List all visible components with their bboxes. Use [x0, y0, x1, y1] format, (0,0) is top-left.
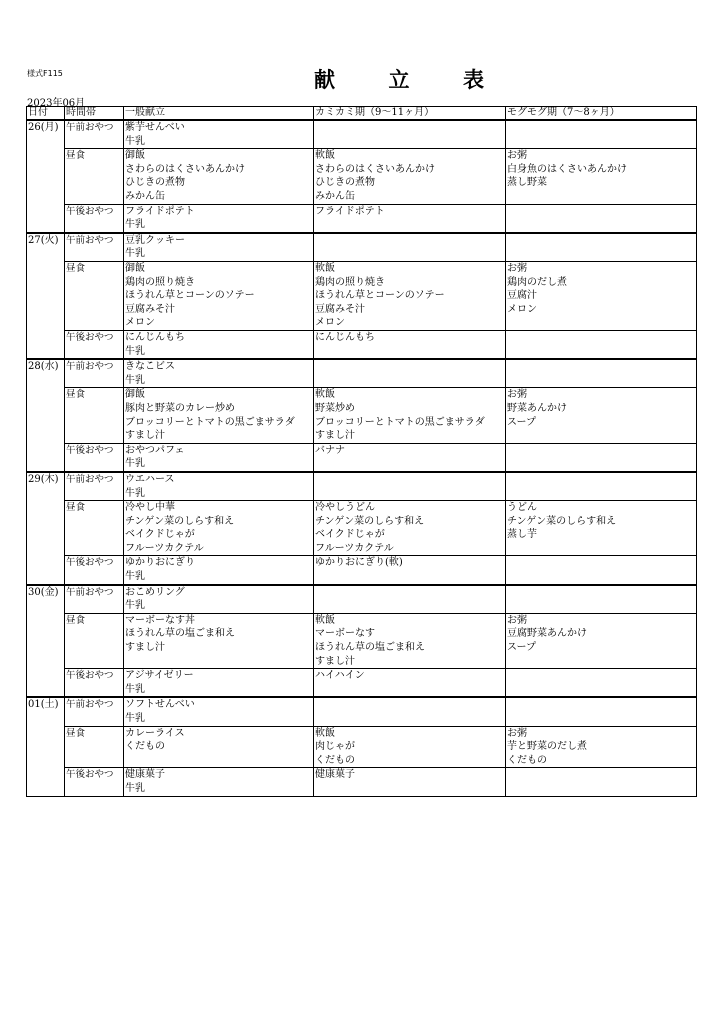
- menu-item: すまし汁: [315, 655, 355, 667]
- menu-item: ソフトせんべい: [125, 699, 195, 711]
- year-month: 2023年06月: [27, 98, 86, 109]
- menu-item: 冷やし中華: [125, 502, 175, 514]
- menu-item: 鶏肉の照り焼き: [125, 276, 195, 288]
- menu-item: 軟飯: [315, 389, 335, 401]
- menu-item: メロン: [315, 317, 345, 329]
- menu-item: 牛乳: [125, 374, 145, 386]
- header-date: 日付: [27, 107, 65, 121]
- menu-item: 紫芋せんべい: [125, 122, 185, 133]
- time-slot-cell: 昼食: [65, 726, 124, 768]
- kamikami-menu-cell: [314, 669, 506, 698]
- time-slot-cell: 午後おやつ: [65, 556, 124, 585]
- table-row: [27, 768, 697, 796]
- menu-item: 豆乳クッキー: [125, 234, 185, 246]
- menu-item: チンゲン菜のしらす和え: [125, 515, 235, 527]
- header-time: 時間帯: [65, 107, 124, 121]
- general-menu-cell: [124, 697, 314, 726]
- general-menu-cell: [124, 388, 314, 443]
- menu-item: 健康菓子: [315, 769, 355, 781]
- date-cell: 28(水): [27, 359, 65, 472]
- mogumogu-menu-cell: [506, 443, 697, 472]
- menu-item: すまし汁: [125, 642, 165, 654]
- kamikami-menu-cell: [314, 120, 506, 149]
- time-slot-cell: 午前おやつ: [65, 472, 124, 501]
- mogumogu-menu-cell: [506, 697, 697, 726]
- table-row: [27, 149, 697, 204]
- mogumogu-menu-cell: [506, 261, 697, 330]
- time-slot-cell: 午前おやつ: [65, 359, 124, 388]
- menu-item: 牛乳: [125, 458, 145, 470]
- title-char: 献: [314, 68, 335, 92]
- kamikami-menu-cell: [314, 359, 506, 388]
- mogumogu-menu-cell: [506, 233, 697, 262]
- general-menu-cell: [124, 359, 314, 388]
- table-row: [27, 330, 697, 359]
- date-cell: 30(金): [27, 585, 65, 698]
- menu-item: ゆかりおにぎり: [125, 557, 195, 569]
- menu-item: 牛乳: [125, 135, 145, 147]
- kamikami-menu-cell: [314, 768, 506, 796]
- general-menu-cell: [124, 443, 314, 472]
- menu-item: ベイクドじゃが: [125, 529, 195, 541]
- general-menu-cell: [124, 613, 314, 668]
- menu-item: 豆腐汁: [507, 290, 537, 302]
- general-menu-cell: [124, 585, 314, 614]
- general-menu-cell: [124, 472, 314, 501]
- table-row: [27, 261, 697, 330]
- header-kamikami: カミカミ期（9〜11ヶ月）: [314, 107, 506, 121]
- mogumogu-menu-cell: [506, 149, 697, 204]
- table-row: [27, 697, 697, 726]
- menu-item: うどん: [507, 502, 537, 514]
- menu-item: ほうれん草の塩ごま和え: [125, 628, 235, 640]
- menu-item: みかん缶: [125, 190, 165, 202]
- menu-item: さわらのはくさいあんかけ: [125, 163, 245, 175]
- menu-item: すまし汁: [125, 430, 165, 442]
- menu-item: 豆腐みそ汁: [315, 303, 365, 315]
- table-row: [27, 585, 697, 614]
- time-slot-cell: 午前おやつ: [65, 120, 124, 149]
- mogumogu-menu-cell: [506, 204, 697, 233]
- menu-item: ほうれん草とコーンのソテー: [125, 290, 255, 302]
- general-menu-cell: [124, 149, 314, 204]
- menu-item: ゆかりおにぎり(軟): [315, 557, 403, 569]
- menu-item: みかん缶: [315, 190, 355, 202]
- date-cell: 01(土): [27, 697, 65, 796]
- table-row: [27, 359, 697, 388]
- menu-item: ハイハイン: [315, 670, 365, 682]
- mogumogu-menu-cell: [506, 669, 697, 698]
- general-menu-cell: [124, 726, 314, 768]
- time-slot-cell: 午後おやつ: [65, 330, 124, 359]
- kamikami-menu-cell: [314, 233, 506, 262]
- menu-item: 軟飯: [315, 727, 335, 739]
- menu-item: ウエハース: [125, 473, 175, 485]
- time-slot-cell: 昼食: [65, 149, 124, 204]
- general-menu-cell: [124, 669, 314, 698]
- kamikami-menu-cell: [314, 261, 506, 330]
- menu-item: フライドポテト: [315, 205, 385, 217]
- time-slot-cell: 午前おやつ: [65, 585, 124, 614]
- time-slot-cell: 午後おやつ: [65, 204, 124, 233]
- menu-item: おこめリング: [125, 586, 185, 598]
- menu-item: くだもの: [507, 754, 547, 766]
- title-char: 立: [388, 68, 410, 92]
- general-menu-cell: [124, 768, 314, 796]
- general-menu-cell: [124, 501, 314, 556]
- menu-item: 牛乳: [125, 783, 145, 795]
- table-row: [27, 388, 697, 443]
- menu-item: 蒸し芋: [507, 529, 537, 541]
- menu-item: にんじんもち: [315, 331, 375, 343]
- kamikami-menu-cell: [314, 388, 506, 443]
- table-row: [27, 120, 697, 149]
- menu-item: メロン: [507, 303, 537, 315]
- menu-item: 野菜炒め: [315, 402, 355, 414]
- menu-item: ひじきの煮物: [315, 177, 375, 189]
- time-slot-cell: 昼食: [65, 261, 124, 330]
- page-title: [314, 64, 484, 94]
- menu-item: ベイクドじゃが: [315, 529, 385, 541]
- table-row: [27, 613, 697, 668]
- menu-item: お粥: [507, 262, 527, 274]
- menu-item: フルーツカクテル: [125, 542, 204, 554]
- menu-item: お粥: [507, 389, 527, 401]
- menu-item: 健康菓子: [125, 769, 165, 781]
- mogumogu-menu-cell: [506, 501, 697, 556]
- general-menu-cell: [124, 330, 314, 359]
- menu-item: スープ: [507, 416, 536, 428]
- menu-item: 牛乳: [125, 345, 145, 357]
- menu-item: ひじきの煮物: [125, 177, 185, 189]
- header-row: [27, 107, 697, 121]
- table-row: [27, 501, 697, 556]
- menu-item: 牛乳: [125, 248, 145, 260]
- mogumogu-menu-cell: [506, 768, 697, 796]
- time-slot-cell: 午前おやつ: [65, 233, 124, 262]
- kamikami-menu-cell: [314, 443, 506, 472]
- menu-item: アジサイゼリー: [125, 670, 194, 682]
- mogumogu-menu-cell: [506, 726, 697, 768]
- table-row: [27, 556, 697, 585]
- menu-item: 肉じゃが: [315, 741, 355, 753]
- menu-item: 御飯: [125, 389, 145, 401]
- menu-item: 牛乳: [125, 487, 145, 499]
- menu-item: お粥: [507, 727, 527, 739]
- menu-item: おやつパフェ: [125, 444, 185, 456]
- time-slot-cell: 昼食: [65, 388, 124, 443]
- menu-item: お粥: [507, 614, 527, 626]
- mogumogu-menu-cell: [506, 120, 697, 149]
- menu-item: きなこビス: [125, 361, 175, 373]
- menu-item: メロン: [125, 317, 155, 329]
- menu-item: ほうれん草の塩ごま和え: [315, 642, 425, 654]
- kamikami-menu-cell: [314, 501, 506, 556]
- mogumogu-menu-cell: [506, 556, 697, 585]
- menu-item: 軟飯: [315, 150, 335, 162]
- menu-item: 冷やしうどん: [315, 502, 375, 514]
- time-slot-cell: 午前おやつ: [65, 697, 124, 726]
- mogumogu-menu-cell: [506, 359, 697, 388]
- kamikami-menu-cell: [314, 149, 506, 204]
- kamikami-menu-cell: [314, 585, 506, 614]
- form-id: 様式F115: [27, 69, 63, 78]
- menu-item: ブロッコリーとトマトの黒ごまサラダ: [125, 416, 295, 428]
- mogumogu-menu-cell: [506, 472, 697, 501]
- menu-item: 御飯: [125, 150, 145, 162]
- time-slot-cell: 昼食: [65, 501, 124, 556]
- menu-item: 牛乳: [125, 219, 145, 231]
- menu-item: 牛乳: [125, 571, 145, 583]
- menu-item: 豆腐みそ汁: [125, 303, 175, 315]
- menu-item: お粥: [507, 150, 527, 162]
- date-cell: 29(木): [27, 472, 65, 585]
- menu-item: 軟飯: [315, 614, 335, 626]
- general-menu-cell: [124, 204, 314, 233]
- kamikami-menu-cell: [314, 697, 506, 726]
- general-menu-cell: [124, 556, 314, 585]
- menu-item: チンゲン菜のしらす和え: [507, 515, 617, 527]
- kamikami-menu-cell: [314, 613, 506, 668]
- menu-item: 軟飯: [315, 262, 335, 274]
- menu-item: 牛乳: [125, 600, 145, 612]
- menu-item: ブロッコリーとトマトの黒ごまサラダ: [315, 416, 485, 428]
- menu-item: 白身魚のはくさいあんかけ: [507, 163, 627, 175]
- menu-item: 豚肉と野菜のカレー炒め: [125, 402, 235, 414]
- general-menu-cell: [124, 120, 314, 149]
- menu-item: フルーツカクテル: [315, 542, 394, 554]
- menu-item: 蒸し野菜: [507, 177, 547, 189]
- menu-item: 鶏肉の照り焼き: [315, 276, 385, 288]
- menu-item: マーボーなす: [315, 628, 375, 640]
- time-slot-cell: 午後おやつ: [65, 443, 124, 472]
- table-row: [27, 204, 697, 233]
- general-menu-cell: [124, 261, 314, 330]
- menu-item: 芋と野菜のだし煮: [507, 741, 587, 753]
- table-row: [27, 233, 697, 262]
- header-mogumogu: モグモグ期（7〜8ヶ月）: [506, 107, 697, 121]
- menu-item: 豆腐野菜あんかけ: [507, 628, 587, 640]
- general-menu-cell: [124, 233, 314, 262]
- table-row: [27, 669, 697, 698]
- time-slot-cell: 午後おやつ: [65, 768, 124, 796]
- menu-item: 鶏肉のだし煮: [507, 276, 567, 288]
- table-row: [27, 443, 697, 472]
- menu-item: 野菜あんかけ: [507, 402, 567, 414]
- menu-item: フライドポテト: [125, 205, 195, 217]
- menu-item: ほうれん草とコーンのソテー: [315, 290, 445, 302]
- menu-item: スープ: [507, 642, 536, 654]
- kamikami-menu-cell: [314, 472, 506, 501]
- table-row: [27, 472, 697, 501]
- kamikami-menu-cell: [314, 726, 506, 768]
- menu-item: にんじんもち: [125, 331, 185, 343]
- kamikami-menu-cell: [314, 556, 506, 585]
- menu-item: すまし汁: [315, 430, 355, 442]
- menu-item: カレーライス: [125, 727, 185, 739]
- table-row: [27, 726, 697, 768]
- menu-table: [26, 106, 697, 797]
- header-general: 一般献立: [124, 107, 314, 121]
- mogumogu-menu-cell: [506, 585, 697, 614]
- mogumogu-menu-cell: [506, 388, 697, 443]
- time-slot-cell: 昼食: [65, 613, 124, 668]
- mogumogu-menu-cell: [506, 613, 697, 668]
- menu-item: チンゲン菜のしらす和え: [315, 515, 425, 527]
- date-cell: 26(月): [27, 120, 65, 233]
- date-cell: 27(火): [27, 233, 65, 359]
- kamikami-menu-cell: [314, 204, 506, 233]
- mogumogu-menu-cell: [506, 330, 697, 359]
- time-slot-cell: 午後おやつ: [65, 669, 124, 698]
- menu-item: 御飯: [125, 262, 145, 274]
- menu-body: [27, 120, 697, 796]
- menu-item: さわらのはくさいあんかけ: [315, 163, 435, 175]
- menu-item: くだもの: [125, 741, 165, 753]
- kamikami-menu-cell: [314, 330, 506, 359]
- menu-item: バナナ: [315, 444, 345, 456]
- menu-item: 牛乳: [125, 713, 145, 725]
- title-char: 表: [463, 68, 484, 92]
- menu-item: マーボーなす丼: [125, 614, 195, 626]
- menu-item: 牛乳: [125, 683, 145, 695]
- menu-item: くだもの: [315, 754, 355, 766]
